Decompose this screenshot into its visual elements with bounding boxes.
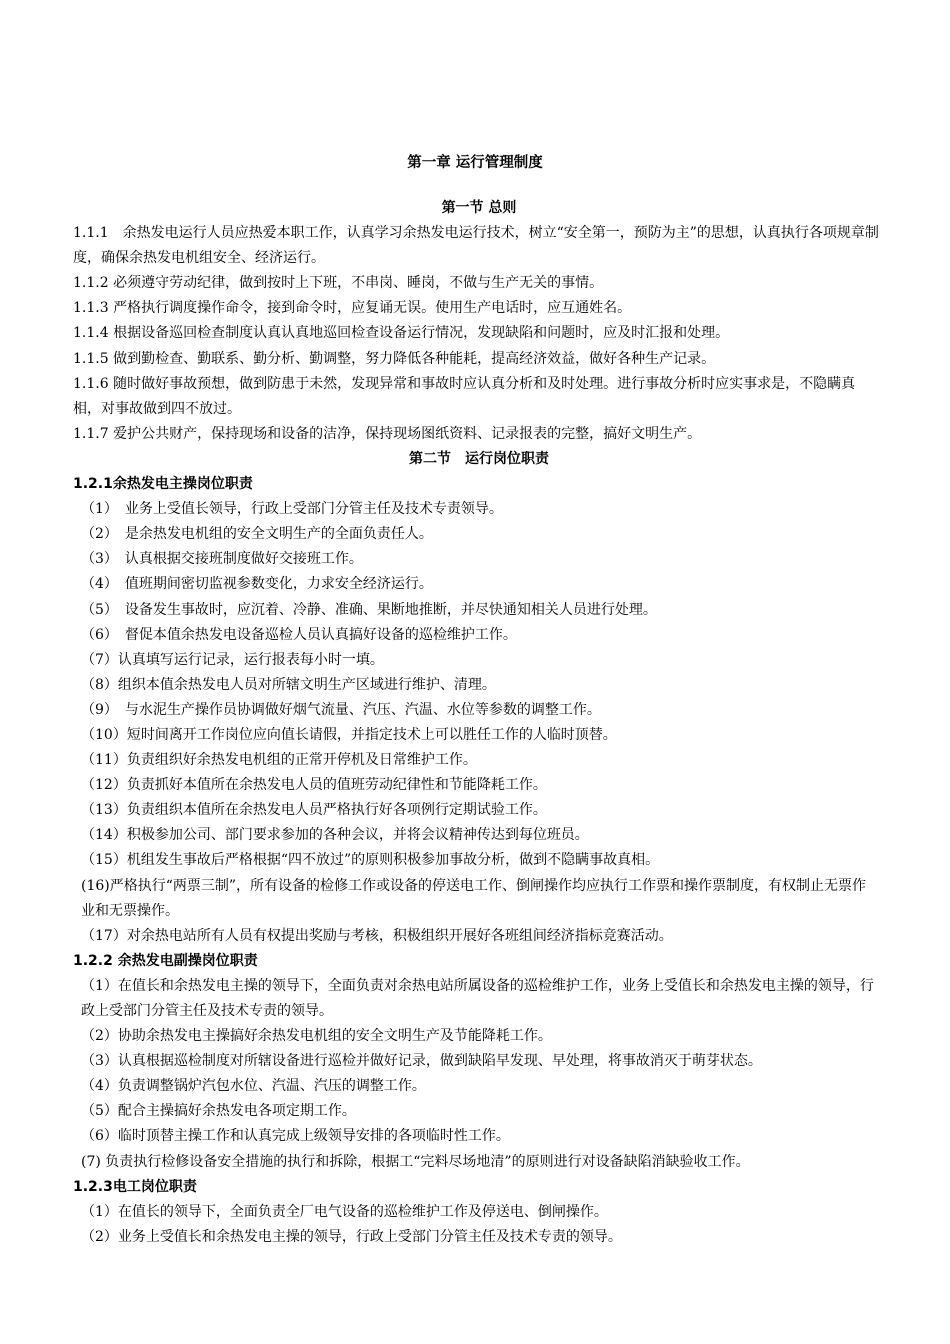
subsection-heading: 1.2.2 余热发电副操岗位职责	[73, 952, 258, 969]
paragraph: 1.1.6 随时做好事故预想，做到防患于未然，发现异常和事故时应认真分析和及时处理。进行事故分析时应实事求是，不隐瞒真相，对事故做到四不放过。	[73, 375, 856, 417]
section-heading: 第二节 运行岗位职责	[409, 450, 549, 467]
paragraph: 1.1.4 根据设备巡回检查制度认真认真地巡回检查设备运行情况，发现缺陷和问题时，应及时汇报和处理。	[73, 325, 730, 342]
section-heading: 第一节 总则	[441, 200, 517, 216]
list-item: （5）配合主操搞好余热发电各项定期工作。	[81, 1103, 356, 1120]
list-item: （3） 认真根据交接班制度做好交接班工作。	[81, 551, 363, 568]
list-item: （12）负责抓好本值所在余热发电人员的值班劳动纪律性和节能降耗工作。	[81, 777, 547, 794]
subsection-heading: 1.2.1余热发电主操岗位职责	[73, 476, 253, 493]
paragraph: 1.1.7 爱护公共财产，保持现场和设备的洁净，保持现场图纸资料、记录报表的完整，搞好文明生产。	[73, 425, 702, 442]
paragraph: 1.1.1 余热发电运行人员应热爱本职工作，认真学习余热发电运行技术，树立“安全第一，预防为主”的思想，认真执行各项规章制度，确保余热发电机组安全、经济运行。	[73, 225, 879, 267]
list-item: （4） 值班期间密切监视参数变化，力求安全经济运行。	[81, 576, 433, 593]
list-item: (7) 负责执行检修设备安全措施的执行和拆除，根据工“完料尽场地清”的原则进行对设备缺陷消缺验收工作。	[81, 1153, 750, 1170]
list-item: （3）认真根据巡检制度对所辖设备进行巡检并做好记录，做到缺陷早发现、早处理，将事故消灭于萌芽状态。	[81, 1053, 762, 1070]
list-item: （7）认真填写运行记录，运行报表每小时一填。	[81, 651, 384, 668]
list-item: （13）负责组织本值所在余热发电人员严格执行好各项例行定期试验工作。	[81, 802, 547, 819]
document-body	[73, 196, 879, 1250]
list-item: （11）负责组织好余热发电机组的正常开停机及日常维护工作。	[81, 752, 477, 769]
list-item: （14）积极参加公司、部门要求参加的各种会议，并将会议精神传达到每位班员。	[81, 827, 589, 844]
list-item: （2）协助余热发电主操搞好余热发电机组的安全文明生产及节能降耗工作。	[81, 1028, 552, 1045]
list-item: （4）负责调整锅炉汽包水位、汽温、汽压的调整工作。	[81, 1078, 426, 1095]
list-item: （8）组织本值余热发电人员对所辖文明生产区域进行维护、清理。	[81, 676, 496, 693]
list-item: (16)严格执行“两票三制”，所有设备的检修工作或设备的停送电工作、倒闸操作均应执行工作票和操作票制度，有权制止无票作业和无票操作。	[81, 877, 867, 919]
list-item: （2）业务上受值长和余热发电主操的领导，行政上受部门分管主任及技术专责的领导。	[81, 1228, 622, 1245]
chapter-title: 第一章 运行管理制度	[407, 155, 543, 171]
paragraph: 1.1.5 做到勤检查、勤联系、勤分析、勤调整，努力降低各种能耗，提高经济效益，做好各种生产记录。	[73, 350, 716, 367]
list-item: （2） 是余热发电机组的安全文明生产的全面负责任人。	[81, 526, 433, 543]
paragraph: 1.1.2 必须遵守劳动纪律，做到按时上下班，不串岗、睡岗，不做与生产无关的事情。	[73, 275, 604, 292]
list-item: （9） 与水泥生产操作员协调做好烟气流量、汽压、汽温、水位等参数的调整工作。	[81, 701, 601, 718]
list-item: （6）临时顶替主操工作和认真完成上级领导安排的各项临时性工作。	[81, 1128, 510, 1145]
list-item: （1） 业务上受值长领导，行政上受部门分管主任及技术专责领导。	[81, 501, 503, 518]
list-item: （5） 设备发生事故时，应沉着、冷静、准确、果断地推断，并尽快通知相关人员进行处理。	[81, 601, 657, 618]
paragraph: 1.1.3 严格执行调度操作命令，接到命令时，应复诵无误。使用生产电话时，应互通姓名。	[73, 300, 632, 317]
list-item: （1）在值长的领导下，全面负责全厂电气设备的巡检维护工作及停送电、倒闸操作。	[81, 1203, 608, 1220]
list-item: （15）机组发生事故后严格根据“四不放过”的原则积极参加事故分析，做到不隐瞒事故真相。	[81, 852, 660, 869]
subsection-heading: 1.2.3电工岗位职责	[73, 1178, 197, 1195]
list-item: （17）对余热电站所有人员有权提出奖励与考核，积极组织开展好各班组间经济指标竞赛活动。	[81, 927, 673, 944]
list-item: （1）在值长和余热发电主操的领导下，全面负责对余热电站所属设备的巡检维护工作，业务上受值长和余热发电主操的领导，行政上受部门分管主任及技术专责的领导。	[81, 977, 874, 1019]
list-item: （10）短时间离开工作岗位应向值长请假，并指定技术上可以胜任工作的人临时顶替。	[81, 726, 617, 743]
list-item: （6） 督促本值余热发电设备巡检人员认真搞好设备的巡检维护工作。	[81, 626, 517, 643]
